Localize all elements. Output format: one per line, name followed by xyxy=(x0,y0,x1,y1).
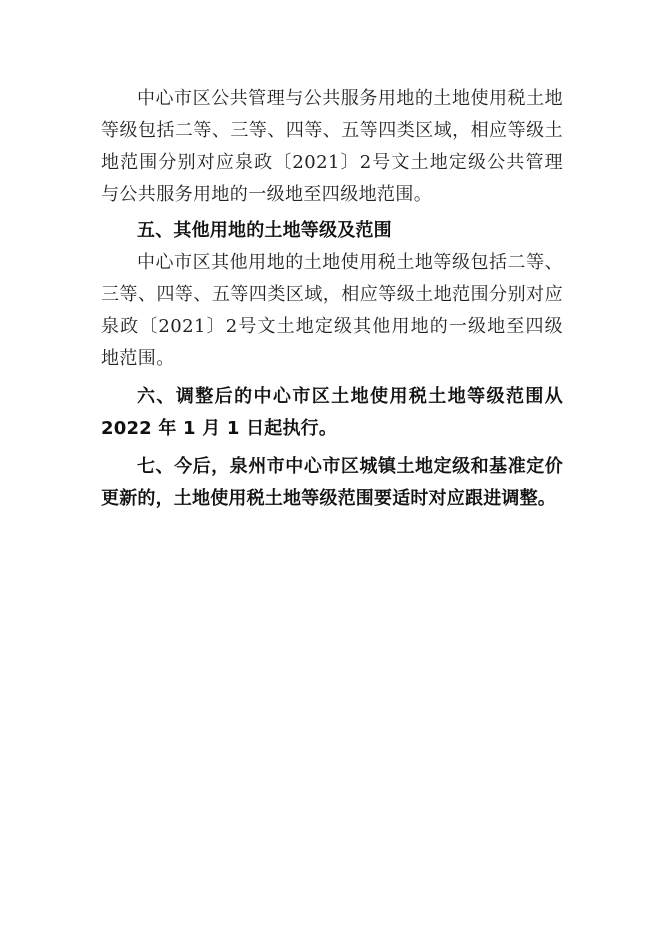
item-seven-future-adjustment: 七、今后，泉州市中心市区城镇土地定级和基准定价更新的，土地使用税土地等级范围要适时对应跟进调整。 xyxy=(101,456,563,509)
item-six-effective-date: 六、调整后的中心市区土地使用税土地等级范围从 2022 年 1 月 1 日起执行。 xyxy=(101,386,563,439)
paragraph-public-services-land-grades: 中心市区公共管理与公共服务用地的土地使用税土地等级包括二等、三等、四等、五等四类区域，相应等级土地范围分别对应泉政〔2021〕2号文土地定级公共管理与公共服务用地的一级地至四级地范围。 xyxy=(101,88,563,205)
paragraph-other-land-grades: 中心市区其他用地的土地使用税土地等级包括二等、三等、四等、五等四类区域，相应等级土地范围分别对应泉政〔2021〕2号文土地定级其他用地的一级地至四级地范围。 xyxy=(101,252,563,369)
document-page xyxy=(101,83,563,515)
section-heading-other-land: 五、其他用地的土地等级及范围 xyxy=(137,220,392,241)
